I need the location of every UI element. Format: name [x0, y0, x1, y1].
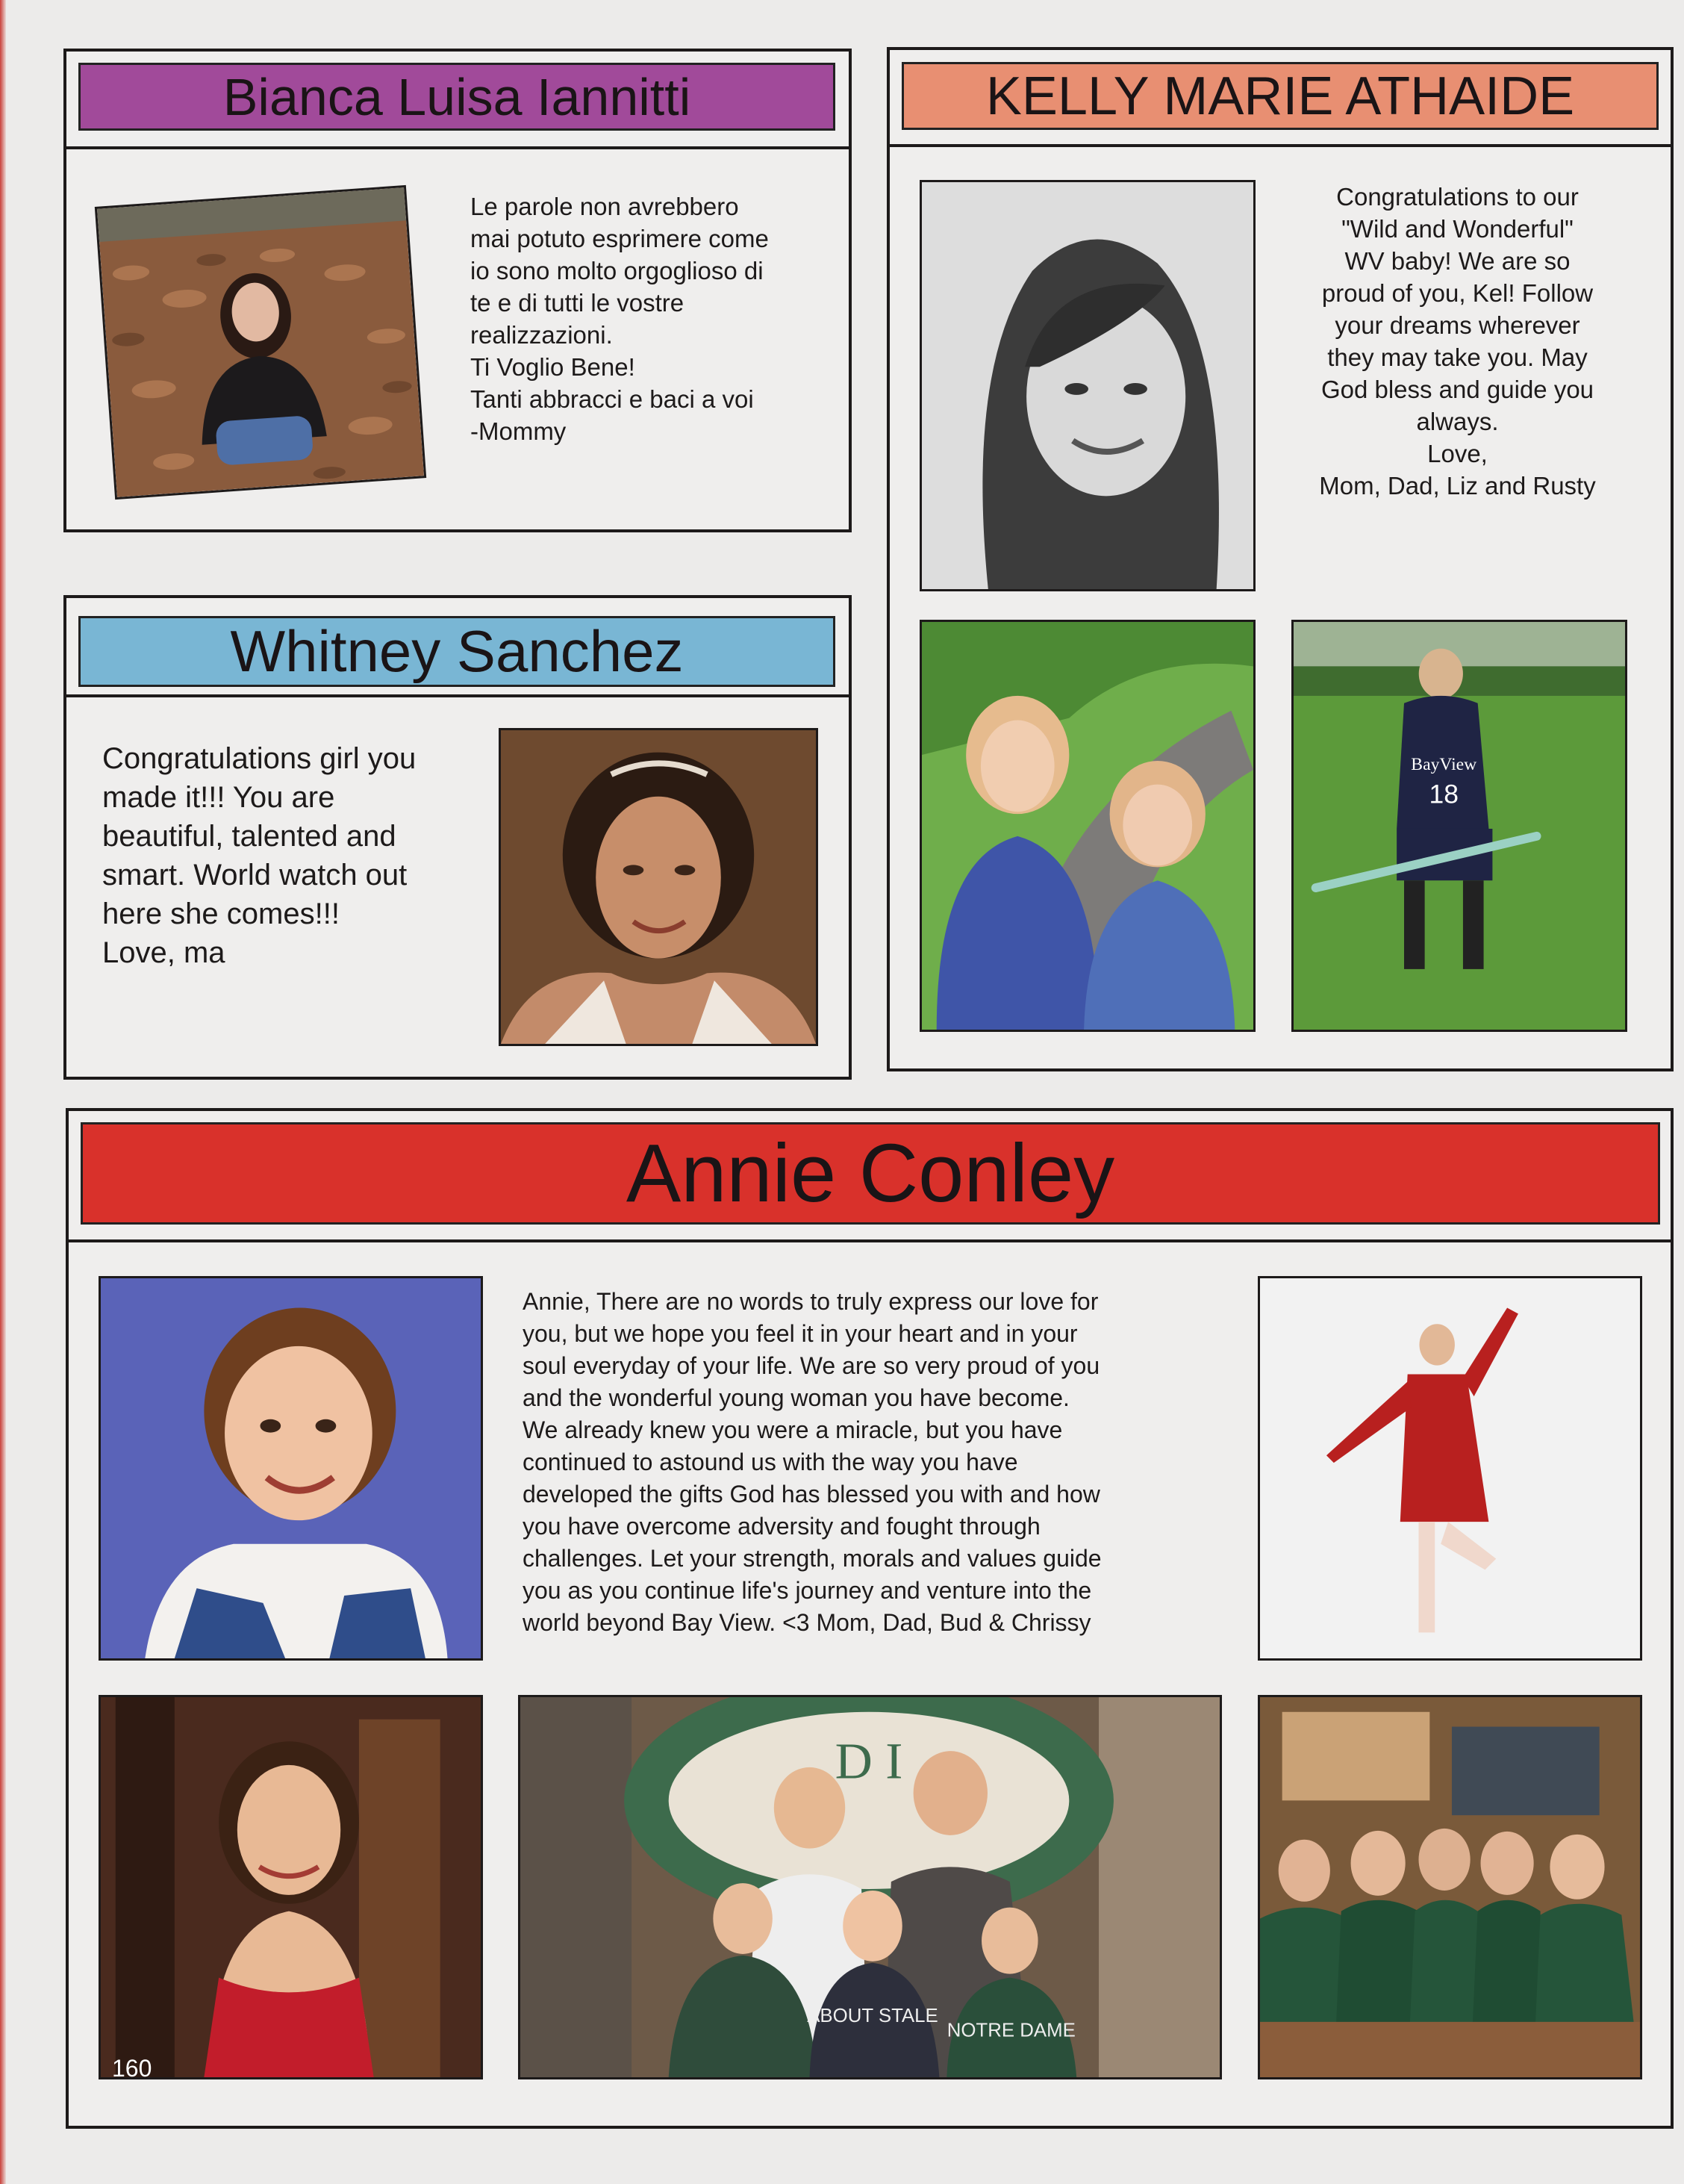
whitney-message: Congratulations girl you made it!!! You are beautiful, talented and smart. World watch out here she comes!!! Love, ma [102, 742, 417, 969]
annie-school-photo [99, 1276, 483, 1661]
kelly-sisters-photo [920, 620, 1256, 1032]
whitney-photo [499, 728, 818, 1046]
bianca-name: Bianca Luisa Iannitti [222, 67, 691, 126]
annie-family-photo [518, 1695, 1222, 2079]
kelly-message: Congratulations to our "Wild and Wonderful" WV baby! We are so proud of you, Kel! Follow your dreams wherever they may take you. May God bless and guide you always. Love, Mom, Dad, Liz and Rusty [1319, 183, 1596, 500]
annie-message: Annie, There are no words to truly express our love for you, but we hope you feel it in your heart and in your soul everyday of your life. We are so very proud of you and the wonderful young woman you have become. We already knew you were a miracle, but you have continued to astound us with the way you have developed the gifts God has blessed you with and how you have overcome adversity and fought through challenges. Let your strength, morals and values guide you as you continue life's journey and venture into the world beyond Bay View. <3 Mom, Dad, Bud & Chrissy [523, 1288, 1102, 1636]
sign-text: D I [835, 1732, 903, 1791]
kelly-portrait-photo [920, 180, 1256, 591]
whitney-divider [63, 694, 852, 697]
annie-divider [66, 1239, 1674, 1242]
annie-name: Annie Conley [626, 1127, 1115, 1219]
whitney-name-bar [78, 616, 835, 687]
bianca-divider [63, 146, 852, 149]
hoodie-text: ABOUT STALE [807, 2005, 938, 2026]
annie-formal-photo [99, 1695, 483, 2079]
annie-dance-photo [1258, 1276, 1642, 1661]
page-edge [0, 0, 6, 2184]
whitney-name: Whitney Sanchez [230, 618, 684, 684]
kelly-divider [887, 144, 1674, 147]
kelly-field-hockey-photo [1291, 620, 1627, 1032]
jersey-number-text: 18 [1429, 779, 1459, 809]
annie-friends-photo [1258, 1695, 1642, 2079]
bianca-message: Le parole non avrebbero mai potuto esprimere come io sono molto orgoglioso di te e di tutti le vostre realizzazioni. Ti Voglio Bene! Tanti abbracci e baci a voi -Mommy [470, 193, 769, 445]
jersey-school-text: BayView [1411, 754, 1477, 774]
bianca-photo [95, 185, 426, 500]
annie-name-bar [81, 1122, 1660, 1225]
bianca-name-bar [78, 63, 835, 131]
kelly-name: KELLY MARIE ATHAIDE [985, 66, 1575, 126]
shirt-text: NOTRE DAME [947, 2020, 1076, 2041]
kelly-name-bar [902, 62, 1659, 130]
page-number: 160 [112, 2055, 152, 2082]
